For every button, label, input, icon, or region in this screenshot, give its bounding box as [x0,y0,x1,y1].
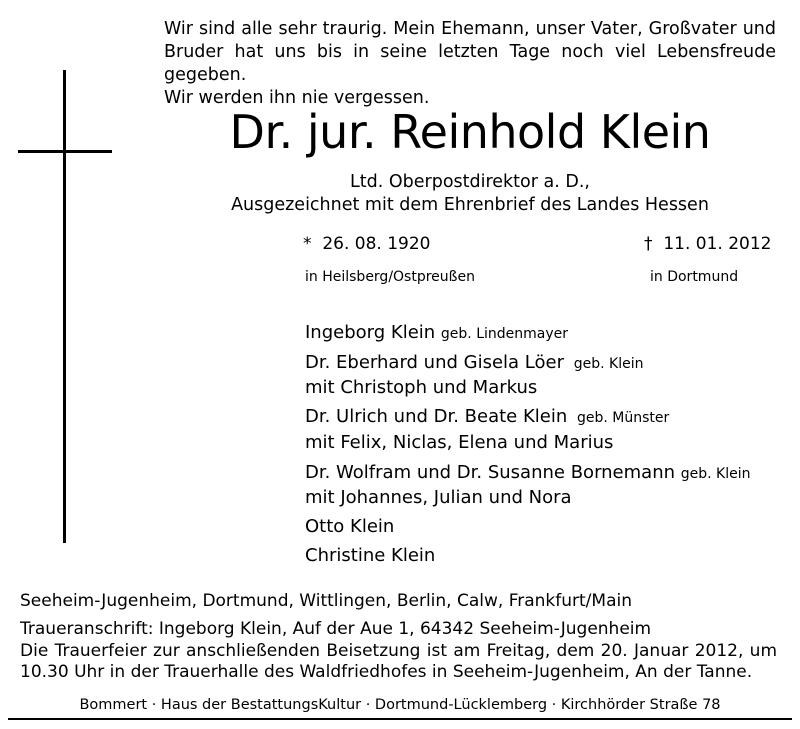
family-name: Dr. Ulrich und Dr. Beate Klein [305,406,568,427]
birth-date-row [303,234,430,254]
intro-text [164,18,776,110]
places-list: Seeheim-Jugenheim, Dortmund, Wittlingen, Berlin, Calw, Frankfurt/Main [20,591,632,611]
family-member [305,515,394,539]
family-member [305,321,568,346]
death-place: in Dortmund [650,269,739,285]
death-date-row [644,234,771,254]
birth-place: in Heilsberg/Ostpreußen [305,269,475,285]
intro-line: Bruder hat uns bis in seine letzten Tage noch viel Lebensfreude gegeben. [164,42,776,85]
funeral-notice [20,619,777,684]
notice-line: Traueranschrift: Ingeborg Klein, Auf der Aue 1, 64342 Seeheim-Jugenheim [20,619,652,639]
family-nee: geb. Lindenmayer [440,326,569,342]
family-name: Dr. Wolfram und Dr. Susanne Bornemann [305,462,676,483]
deceased-name: Dr. jur. Reinhold Klein [229,105,711,159]
family-nee: geb. Klein [573,356,644,372]
cross-icon [63,70,66,543]
family-sub: mit Christoph und Markus [305,377,538,398]
deceased-honor: Ausgezeichnet mit dem Ehrenbrief des Landes Hessen [231,195,709,215]
family-name: Otto Klein [305,516,395,537]
family-name: Ingeborg Klein [305,322,436,343]
family-nee: geb. Münster [577,410,670,426]
family-sub: mit Johannes, Julian und Nora [305,487,572,508]
footer-undertaker: Bommert · Haus der BestattungsKultur · Dortmund-Lücklemberg · Kirchhörder Straße 78 [79,697,721,713]
intro-line: Wir sind alle sehr traurig. Mein Ehemann, unser Vater, Großvater und [164,19,776,39]
deceased-title: Ltd. Oberpostdirektor a. D., [350,172,590,192]
bottom-rule [8,718,792,720]
birth-symbol: * [303,234,312,254]
family-nee: geb. Klein [680,466,751,482]
family-sub: mit Felix, Niclas, Elena und Marius [305,432,614,453]
family-member [305,405,669,430]
birth-date: 26. 08. 1920 [322,234,431,254]
notice-line: Die Trauerfeier zur anschließenden Beisetzung ist am Freitag, dem 20. Januar 2012, um [20,640,777,661]
family-name: Christine Klein [305,545,436,566]
cross-icon-bar [18,150,112,153]
death-date: 11. 01. 2012 [663,234,772,254]
family-member [305,461,750,486]
family-member [305,351,643,376]
family-name: Dr. Eberhard und Gisela Löer [305,352,564,373]
notice-line: 10.30 Uhr in der Trauerhalle des Waldfriedhofes in Seeheim-Jugenheim, An der Tanne. [20,662,753,682]
intro-line: Wir werden ihn nie vergessen. [164,88,430,108]
death-symbol: † [644,234,653,254]
family-member [305,544,435,568]
